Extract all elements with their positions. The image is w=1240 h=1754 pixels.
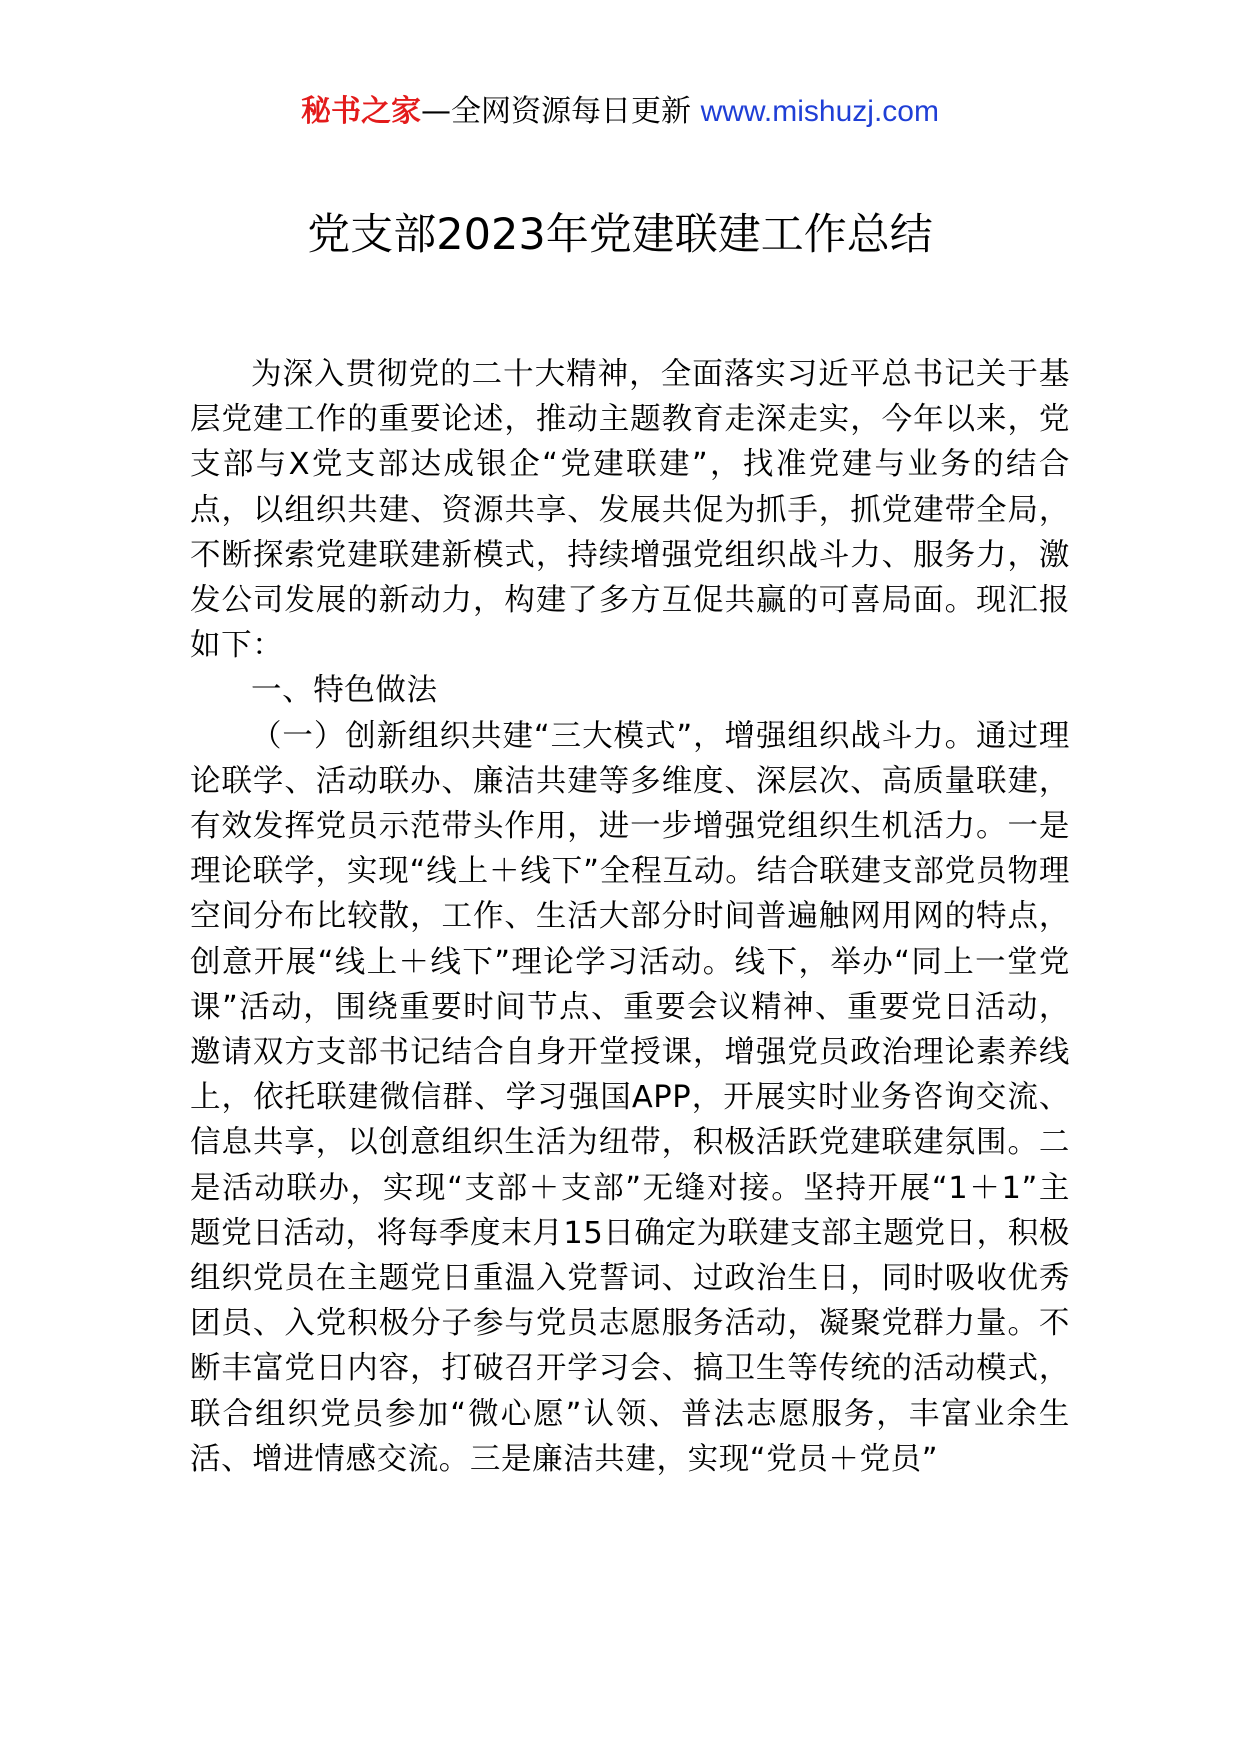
site-header xyxy=(0,92,1240,132)
document-title: 党支部2023年党建联建工作总结 xyxy=(307,210,933,260)
header-tagline: —全网资源每日更新 xyxy=(421,94,692,129)
body-paragraph: （一）创新组织共建“三大模式”，增强组织战斗力。通过理论联学、活动联办、廉洁共建等多维度、深层次、高质量联建，有效发挥党员示范带头作用，进一步增强党组织生机活力。一是理论联学，实现“线上＋线下”全程互动。结合联建支部党员物理空间分布比较散，工作、生活大部分时间普遍触网用网的特点，创意开展“线上＋线下”理论学习活动。线下，举办“同上一堂党课”活动，围绕重要时间节点、重要会议精神、重要党日活动，邀请双方支部书记结合自身开堂授课，增强党员政治理论素养线上，依托联建微信群、学习强国APP，开展实时业务咨询交流、信息共享，以创意组织生活为纽带，积极活跃党建联建氛围。二是活动联办，实现“支部＋支部”无缝对接。坚持开展“1＋1”主题党日活动，将每季度末月15日确定为联建支部主题党日，积极组织党员在主题党日重温入党誓词、过政治生日，同时吸收优秀团员、入党积极分子参与党员志愿服务活动，凝聚党群力量。不断丰富党日内容，打破召开学习会、搞卫生等传统的活动模式，联合组织党员参加“微心愿”认领、普法志愿服务，丰富业余生活、增进情感交流。三是廉洁共建，实现“党员＋党员” xyxy=(190,718,1070,1477)
section-heading: 一、特色做法 xyxy=(251,673,438,709)
brand-name: 秘书之家 xyxy=(301,94,422,129)
site-url-link[interactable]: www.mishuzj.com xyxy=(700,95,939,128)
document-body xyxy=(190,352,1070,1482)
intro-paragraph: 为深入贯彻党的二十大精神，全面落实习近平总书记关于基层党建工作的重要论述，推动主题教育走深走实，今年以来，党支部与X党支部达成银企“党建联建”，找准党建与业务的结合点，以组织共建、资源共享、发展共促为抓手，抓党建带全局，不断探索党建联建新模式，持续增强党组织战斗力、服务力，激发公司发展的新动力，构建了多方互促共赢的可喜局面。现汇报如下： xyxy=(190,357,1070,664)
